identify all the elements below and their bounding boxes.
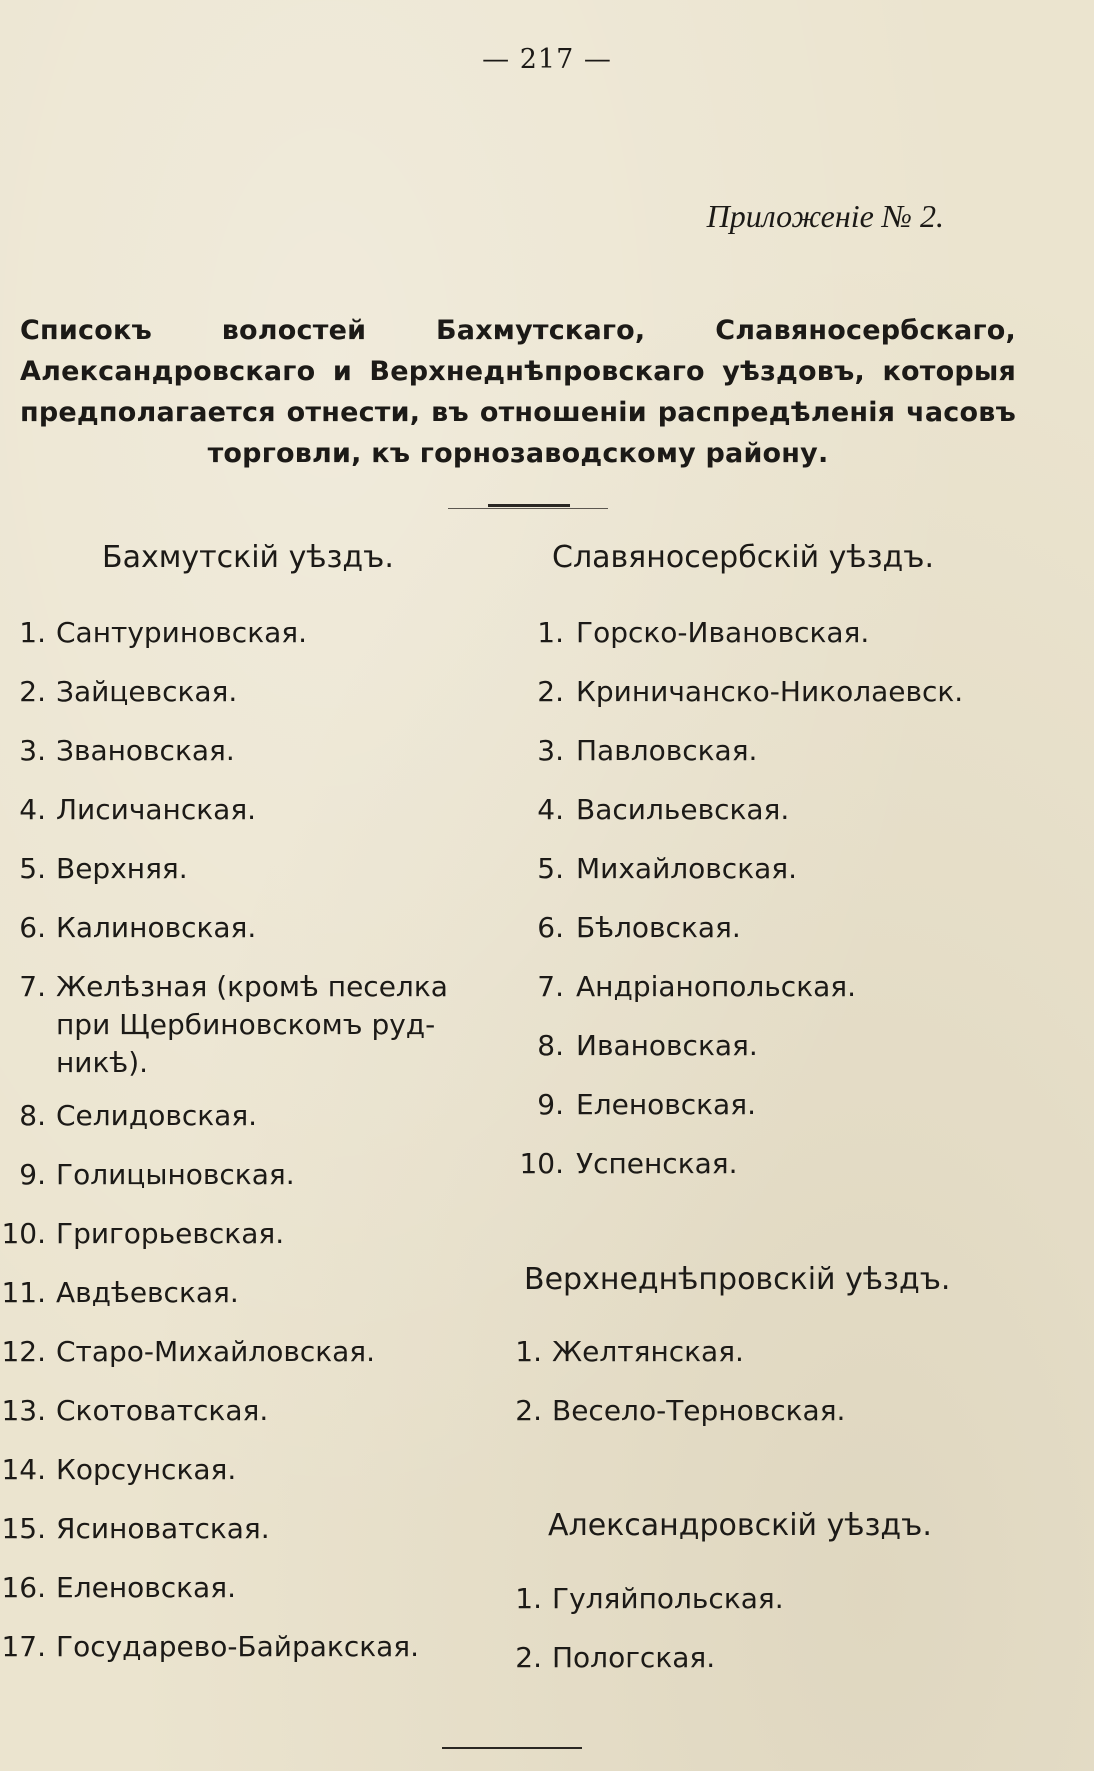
aleksandrovsk-item [512,1639,715,1677]
item-number: 3. [19,734,46,767]
slavyanoserbsk-item [514,732,757,770]
document-title: Списокъ волостей Бахмутскаго, Славяносербскаго, Александровскаго и Верхнеднѣпровскаго уѣздовъ, которыя предполагается отнести, въ отношеніи распредѣленія часовъ торговли, къ горнозаводскому району. [20,315,1016,469]
item-name: Авдѣевская. [56,1276,239,1309]
item-name: Пологская. [552,1641,716,1674]
item-name: Михайловская. [576,852,798,885]
bakhmut-item [0,614,307,652]
item-name: Криничанско-Николаевск. [576,675,964,708]
item-number: 7. [537,970,564,1003]
item-number: 1. [515,1335,542,1368]
slavyanoserbsk-heading: Славяносербскій уѣздъ. [552,540,935,575]
item-name: Павловская. [576,734,758,767]
bakhmut-item [0,1156,295,1194]
item-name: Калиновская. [56,911,257,944]
bakhmut-item [0,791,256,829]
bakhmut-item [0,1510,270,1548]
bakhmut-item [0,968,448,1082]
title-divider-thin [448,508,608,509]
item-number: 12. [1,1335,46,1368]
item-number: 10. [1,1217,46,1250]
item-name: Горско-Ивановская. [576,616,870,649]
item-name: Весело-Терновская. [552,1394,846,1427]
item-name: Голицыновская. [56,1158,295,1191]
item-name: Гуляйпольская. [552,1582,784,1615]
slavyanoserbsk-item [514,1027,758,1065]
slavyanoserbsk-item [514,850,797,888]
item-number: 17. [1,1630,46,1663]
item-number: 1. [537,616,564,649]
slavyanoserbsk-item [514,614,869,652]
item-name: Верхняя. [56,852,188,885]
item-name: Желтянская. [552,1335,744,1368]
bakhmut-item [0,1451,236,1489]
item-number: 5. [19,852,46,885]
bakhmut-heading: Бахмутскій уѣздъ. [102,540,394,575]
slavyanoserbsk-item [514,1086,756,1124]
appendix-label: Приложеніе № 2. [706,198,944,234]
aleksandrovsk-heading: Александровскій уѣздъ. [548,1508,932,1543]
item-number: 9. [537,1088,564,1121]
item-number: 6. [19,911,46,944]
item-name: Ивановская. [576,1029,758,1062]
item-number: 2. [19,675,46,708]
item-name: Успенская. [576,1147,738,1180]
bakhmut-item [0,1215,284,1253]
item-name: Андріанопольская. [576,970,857,1003]
bakhmut-item [0,1569,236,1607]
bakhmut-item [0,1097,257,1135]
bakhmut-item [0,1392,268,1430]
bakhmut-item [0,909,256,947]
aleksandrovsk-item [512,1580,784,1618]
item-name: Григорьевская. [56,1217,285,1250]
item-name: Селидовская. [56,1099,258,1132]
item-name: Еленовская. [576,1088,756,1121]
bakhmut-item [0,732,235,770]
item-name: Зайцевская. [56,675,238,708]
verkhnedneprovsk-heading: Верхнеднѣпровскій уѣздъ. [524,1262,951,1297]
item-name: Корсунская. [56,1453,237,1486]
bakhmut-item [0,850,188,888]
item-name: Сантуриновская. [56,616,308,649]
item-number: 2. [537,675,564,708]
item-name: Бѣловская. [576,911,741,944]
slavyanoserbsk-item [514,791,789,829]
item-number: 7. [19,970,46,1003]
slavyanoserbsk-item [514,968,856,1006]
item-number: 8. [537,1029,564,1062]
item-name: Скотоватская. [56,1394,269,1427]
page-number: — 217 — [482,44,612,75]
item-number: 4. [19,793,46,826]
item-name: Еленовская. [56,1571,236,1604]
item-number: 4. [537,793,564,826]
bakhmut-item [0,1333,375,1371]
item-name: Желѣзная (кромѣ песелка при Щербиновскомъ руд- никѣ). [56,970,448,1079]
slavyanoserbsk-item [514,673,963,711]
item-name: Васильевская. [576,793,790,826]
item-name: Лисичанская. [56,793,257,826]
item-number: 2. [515,1394,542,1427]
bakhmut-item [0,673,237,711]
bottom-divider [442,1747,582,1749]
item-number: 1. [515,1582,542,1615]
item-number: 15. [1,1512,46,1545]
item-name: Звановская. [56,734,235,767]
item-number: 10. [519,1147,564,1180]
item-number: 5. [537,852,564,885]
slavyanoserbsk-item [514,909,741,947]
bakhmut-item [0,1628,419,1666]
item-number: 11. [1,1276,46,1309]
bakhmut-item [0,1274,239,1312]
item-name: Ясиноватская. [56,1512,270,1545]
verkhnedneprovsk-item [512,1392,845,1430]
item-number: 1. [19,616,46,649]
item-number: 9. [19,1158,46,1191]
item-number: 16. [1,1571,46,1604]
item-number: 14. [1,1453,46,1486]
item-name: Старо-Михайловская. [56,1335,376,1368]
item-number: 6. [537,911,564,944]
item-number: 2. [515,1641,542,1674]
title-divider [488,504,570,507]
item-number: 8. [19,1099,46,1132]
verkhnedneprovsk-item [512,1333,744,1371]
item-number: 3. [537,734,564,767]
slavyanoserbsk-item [514,1145,738,1183]
item-number: 13. [1,1394,46,1427]
item-name: Государево-Байракская. [56,1630,420,1663]
